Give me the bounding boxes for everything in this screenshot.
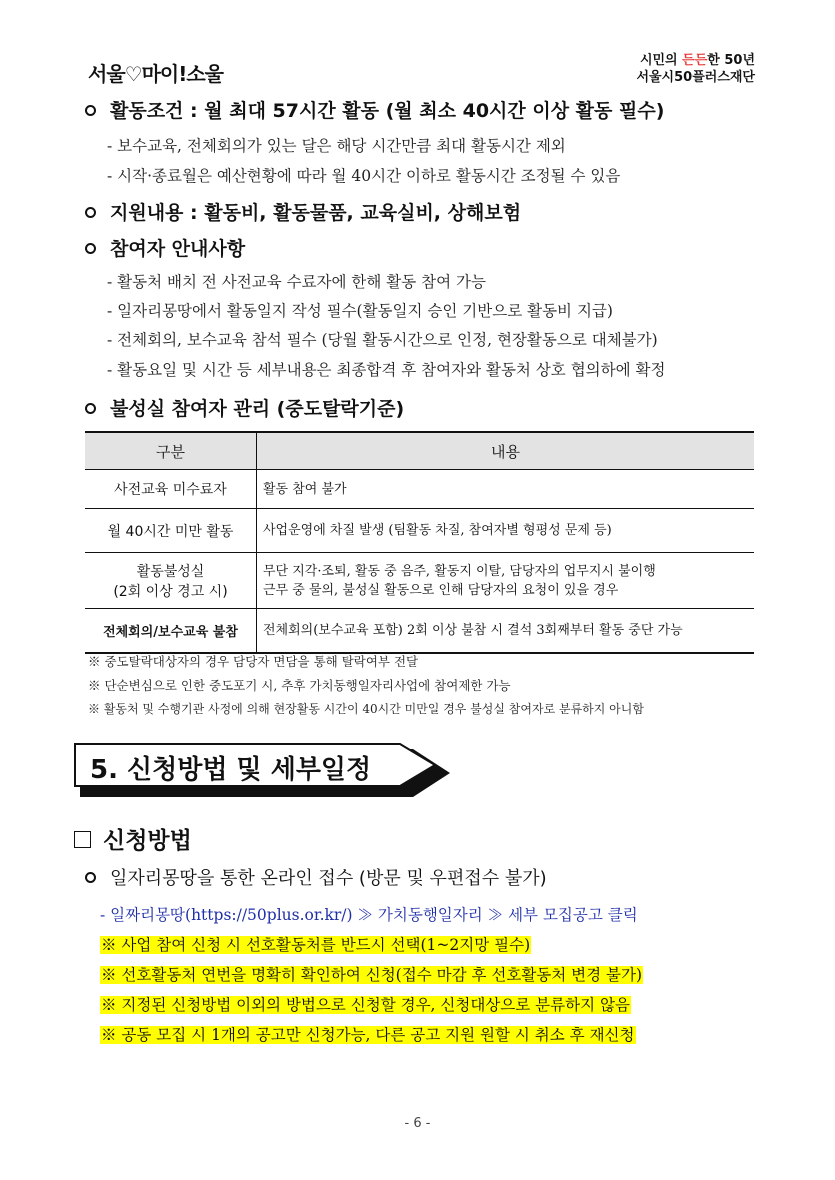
table-cell-key: 전체회의/보수교육 불참 xyxy=(85,609,257,653)
table-row xyxy=(85,609,754,653)
table-header-content: 내용 xyxy=(257,432,755,470)
note-item: ※ 활동처 및 수행기관 사정에 의해 현장활동 시간이 40시간 미만일 경우 불성실 참여자로 분류하지 아니함 xyxy=(88,702,644,716)
table-row xyxy=(85,553,754,609)
seoul-my-soul-logo: 서울♡마이!소울 xyxy=(88,62,223,86)
circle-bullet-icon xyxy=(85,872,96,883)
table-row xyxy=(85,509,754,553)
circle-bullet-icon xyxy=(85,105,96,116)
table-cell-key: 활동불성실 (2회 이상 경고 시) xyxy=(85,553,257,609)
list-item: - 활동요일 및 시간 등 세부내용은 최종합격 후 참여자와 활동처 상호 협의하에 확정 xyxy=(107,361,666,379)
table-row xyxy=(85,470,754,509)
dropout-criteria-table xyxy=(85,431,754,654)
table-cell-value: 사업운영에 차질 발생 (팀활동 차질, 참여자별 형평성 문제 등) xyxy=(257,509,755,553)
table-cell-value: 전체회의(보수교육 포함) 2회 이상 불참 시 결석 3회째부터 활동 중단 가능 xyxy=(257,609,755,653)
online-application-heading: 일자리몽땅을 통한 온라인 접수 (방문 및 우편접수 불가) xyxy=(85,864,547,890)
table-header-category: 구분 xyxy=(85,432,257,470)
note-item: ※ 중도탈락대상자의 경우 담당자 면담을 통해 탈락여부 전달 xyxy=(88,654,419,669)
table-cell-key: 월 40시간 미만 활동 xyxy=(85,509,257,553)
table-cell-value: 무단 지각·조퇴, 활동 중 음주, 활동지 이탈, 담당자의 업무지시 불이행 근무 중 물의, 불성실 활동으로 인해 담당자의 요청이 있을 경우 xyxy=(257,553,755,609)
page-number: - 6 - xyxy=(404,1116,431,1131)
circle-bullet-icon xyxy=(85,403,96,414)
participant-guide-heading: 참여자 안내사항 xyxy=(85,234,245,261)
section-title: 5. 신청방법 및 세부일정 xyxy=(90,755,372,785)
activity-condition-heading: 활동조건 : 월 최대 57시간 활동 (월 최소 40시간 이상 활동 필수) xyxy=(85,96,664,123)
highlight-note: ※ 사업 참여 신청 시 선호활동처를 반드시 선택(1~2지망 필수) xyxy=(101,936,531,954)
note-item: ※ 단순변심으로 인한 중도포기 시, 추후 가치동행일자리사업에 참여제한 가능 xyxy=(88,678,511,693)
poor-management-heading: 불성실 참여자 관리 (중도탈락기준) xyxy=(85,394,404,421)
highlight-note: ※ 선호활동처 연번을 명확히 확인하여 신청(접수 마감 후 선호활동처 변경 불가) xyxy=(101,966,643,984)
circle-bullet-icon xyxy=(85,243,96,254)
square-bullet-icon xyxy=(74,831,91,848)
application-method-heading: 신청방법 xyxy=(74,822,192,855)
table-cell-value: 활동 참여 불가 xyxy=(257,470,755,509)
list-item: - 보수교육, 전체회의가 있는 달은 해당 시간만큼 최대 활동시간 제외 xyxy=(107,137,566,155)
foundation-brand: 시민의 든든한 50년 서울시50플러스재단 xyxy=(636,53,755,85)
list-item: - 전체회의, 보수교육 참석 필수 (당월 활동시간으로 인정, 현장활동으로 대체불가) xyxy=(107,331,658,349)
list-item: - 일자리몽땅에서 활동일지 작성 필수(활동일지 승인 기반으로 활동비 지급) xyxy=(107,302,613,320)
table-header-row xyxy=(85,432,754,470)
highlight-note: ※ 지정된 신청방법 이외의 방법으로 신청할 경우, 신청대상으로 분류하지 않음 xyxy=(101,996,630,1014)
circle-bullet-icon xyxy=(85,207,96,218)
list-item: - 시작·종료월은 예산현황에 따라 월 40시간 이하로 활동시간 조정될 수 있음 xyxy=(107,167,621,185)
list-item: - 활동처 배치 전 사전교육 수료자에 한해 활동 참여 가능 xyxy=(107,273,486,291)
application-path-link[interactable]: - 일짜리몽땅(https://50plus.or.kr/) ≫ 가치동행일자리 ≫ 세부 모집공고 클릭 xyxy=(100,906,638,924)
highlight-note: ※ 공동 모집 시 1개의 공고만 신청가능, 다른 공고 지원 원할 시 취소 후 재신청 xyxy=(101,1026,635,1044)
support-heading: 지원내용 : 활동비, 활동물품, 교육실비, 상해보험 xyxy=(85,198,521,225)
table-cell-key: 사전교육 미수료자 xyxy=(85,470,257,509)
